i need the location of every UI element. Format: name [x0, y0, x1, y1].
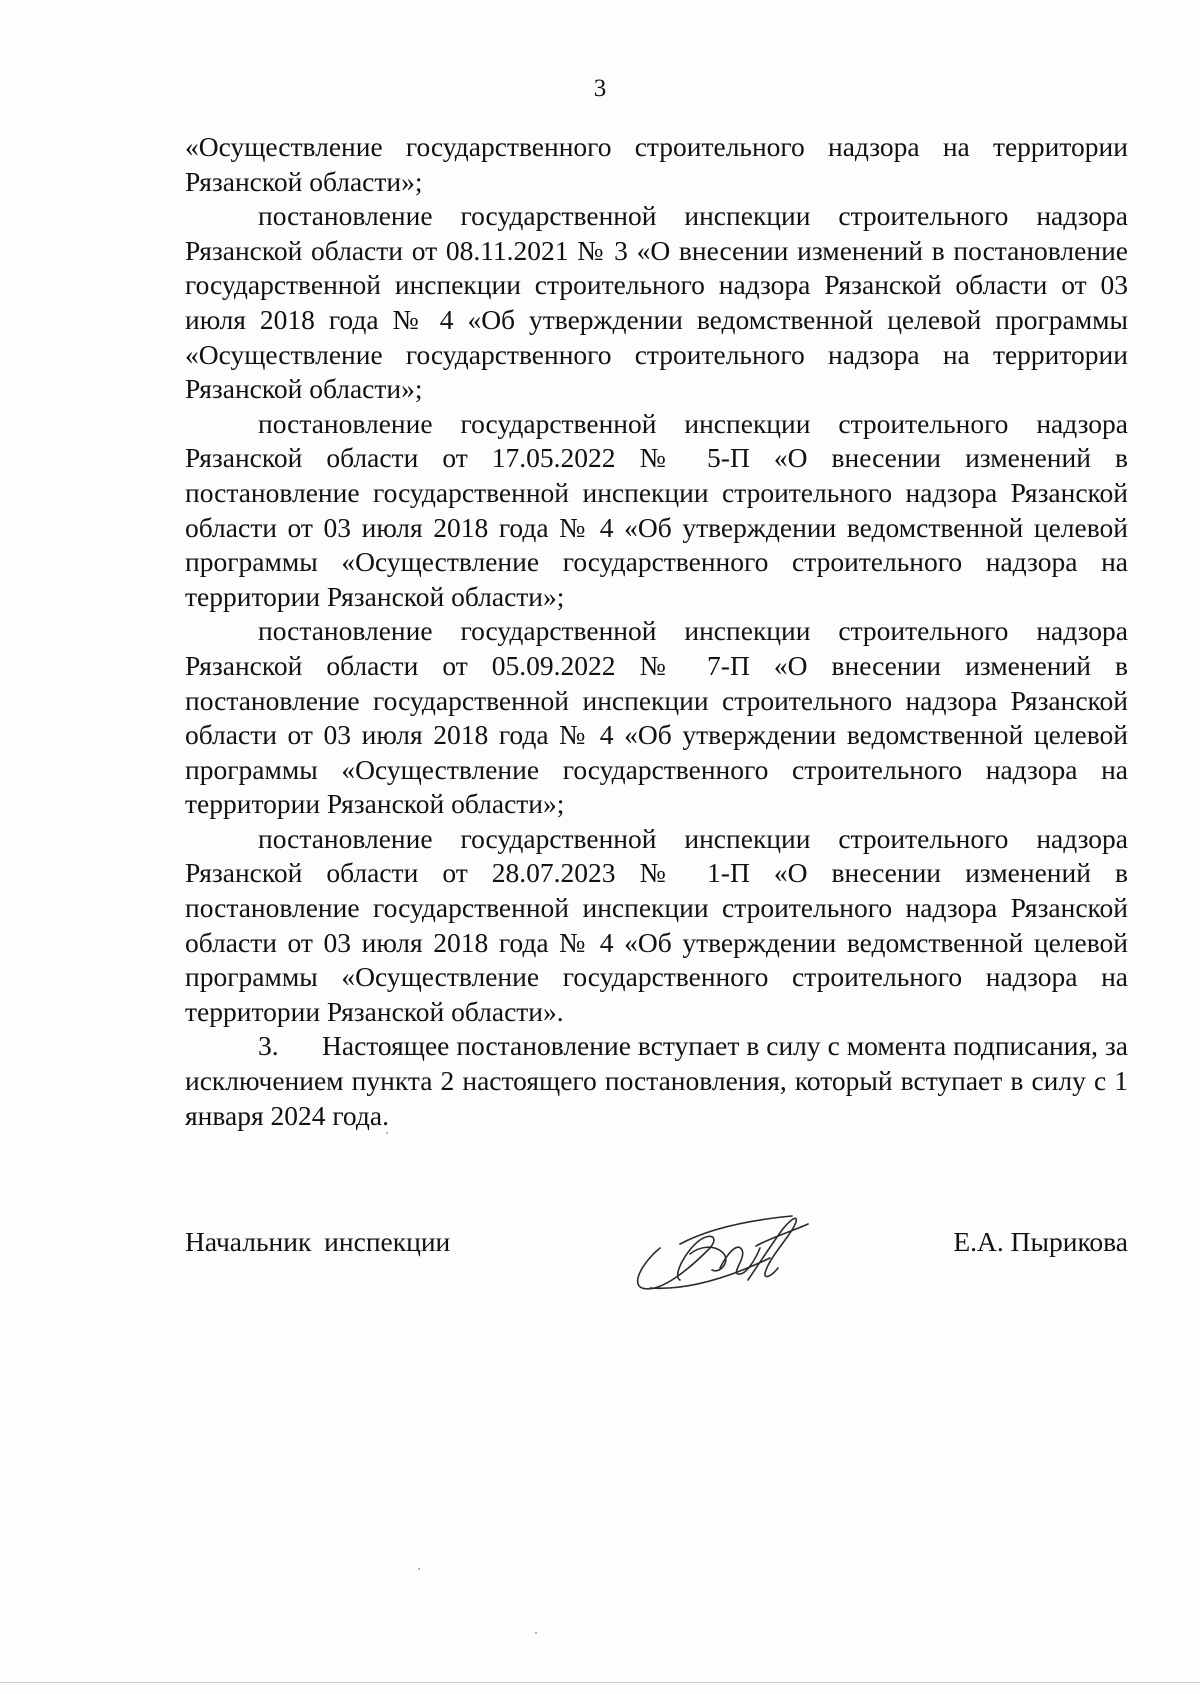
signatory-name: Е.А. Пырикова — [953, 1226, 1128, 1257]
paragraph-resolution-2021: постановление государственной инспекции строительного надзора Рязанской области от 08.11.2021 № 3 «О внесении изменений в постановление государственной инспекции строительного надзора Рязанской области от 03 июля 2018 года № 4 «Об утверждении ведомственной целевой программы «Осуществление государственного строительного надзора на территории Рязанской области»; — [185, 200, 1128, 405]
scan-speck — [418, 1568, 420, 1570]
paragraph-resolution-2022-sep: постановление государственной инспекции строительного надзора Рязанской области от 05.09.2022 № 7-П «О внесении изменений в постановление государственной инспекции строительного надзора Рязанской области от 03 июля 2018 года № 4 «Об утверждении ведомственной целевой программы «Осуществление государственного строительного надзора на территории Рязанской области»; — [185, 615, 1128, 820]
scan-speck — [386, 1132, 388, 1134]
clause-3-number: 3. — [258, 1030, 279, 1062]
handwritten-signature-icon — [620, 1188, 840, 1308]
page-number: 3 — [593, 75, 607, 102]
signatory-position: Начальник инспекции — [185, 1226, 451, 1257]
paragraph-continuation: «Осуществление государственного строительного надзора на территории Рязанской области»; — [185, 131, 1128, 197]
paragraph-resolution-2022-may: постановление государственной инспекции строительного надзора Рязанской области от 17.05.2022 № 5-П «О внесении изменений в постановление государственной инспекции строительного надзора Рязанской области от 03 июля 2018 года № 4 «Об утверждении ведомственной целевой программы «Осуществление государственного строительного надзора на территории Рязанской области»; — [185, 407, 1128, 612]
paragraph-resolution-2023: постановление государственной инспекции строительного надзора Рязанской области от 28.07.2023 № 1-П «О внесении изменений в постановление государственной инспекции строительного надзора Рязанской области от 03 июля 2018 года № 4 «Об утверждении ведомственной целевой программы «Осуществление государственного строительного надзора на территории Рязанской области». — [185, 822, 1128, 1027]
scan-edge-line — [0, 1682, 1200, 1683]
clause-3 — [185, 1029, 1128, 1133]
clause-3-text: Настоящее постановление вступает в силу с момента подписания, за исключением пункта 2 настоящего постановления, который вступает в силу с 1 января 2024 года. — [185, 1030, 1128, 1131]
document-body — [185, 130, 1128, 1133]
scan-speck — [535, 1632, 537, 1634]
